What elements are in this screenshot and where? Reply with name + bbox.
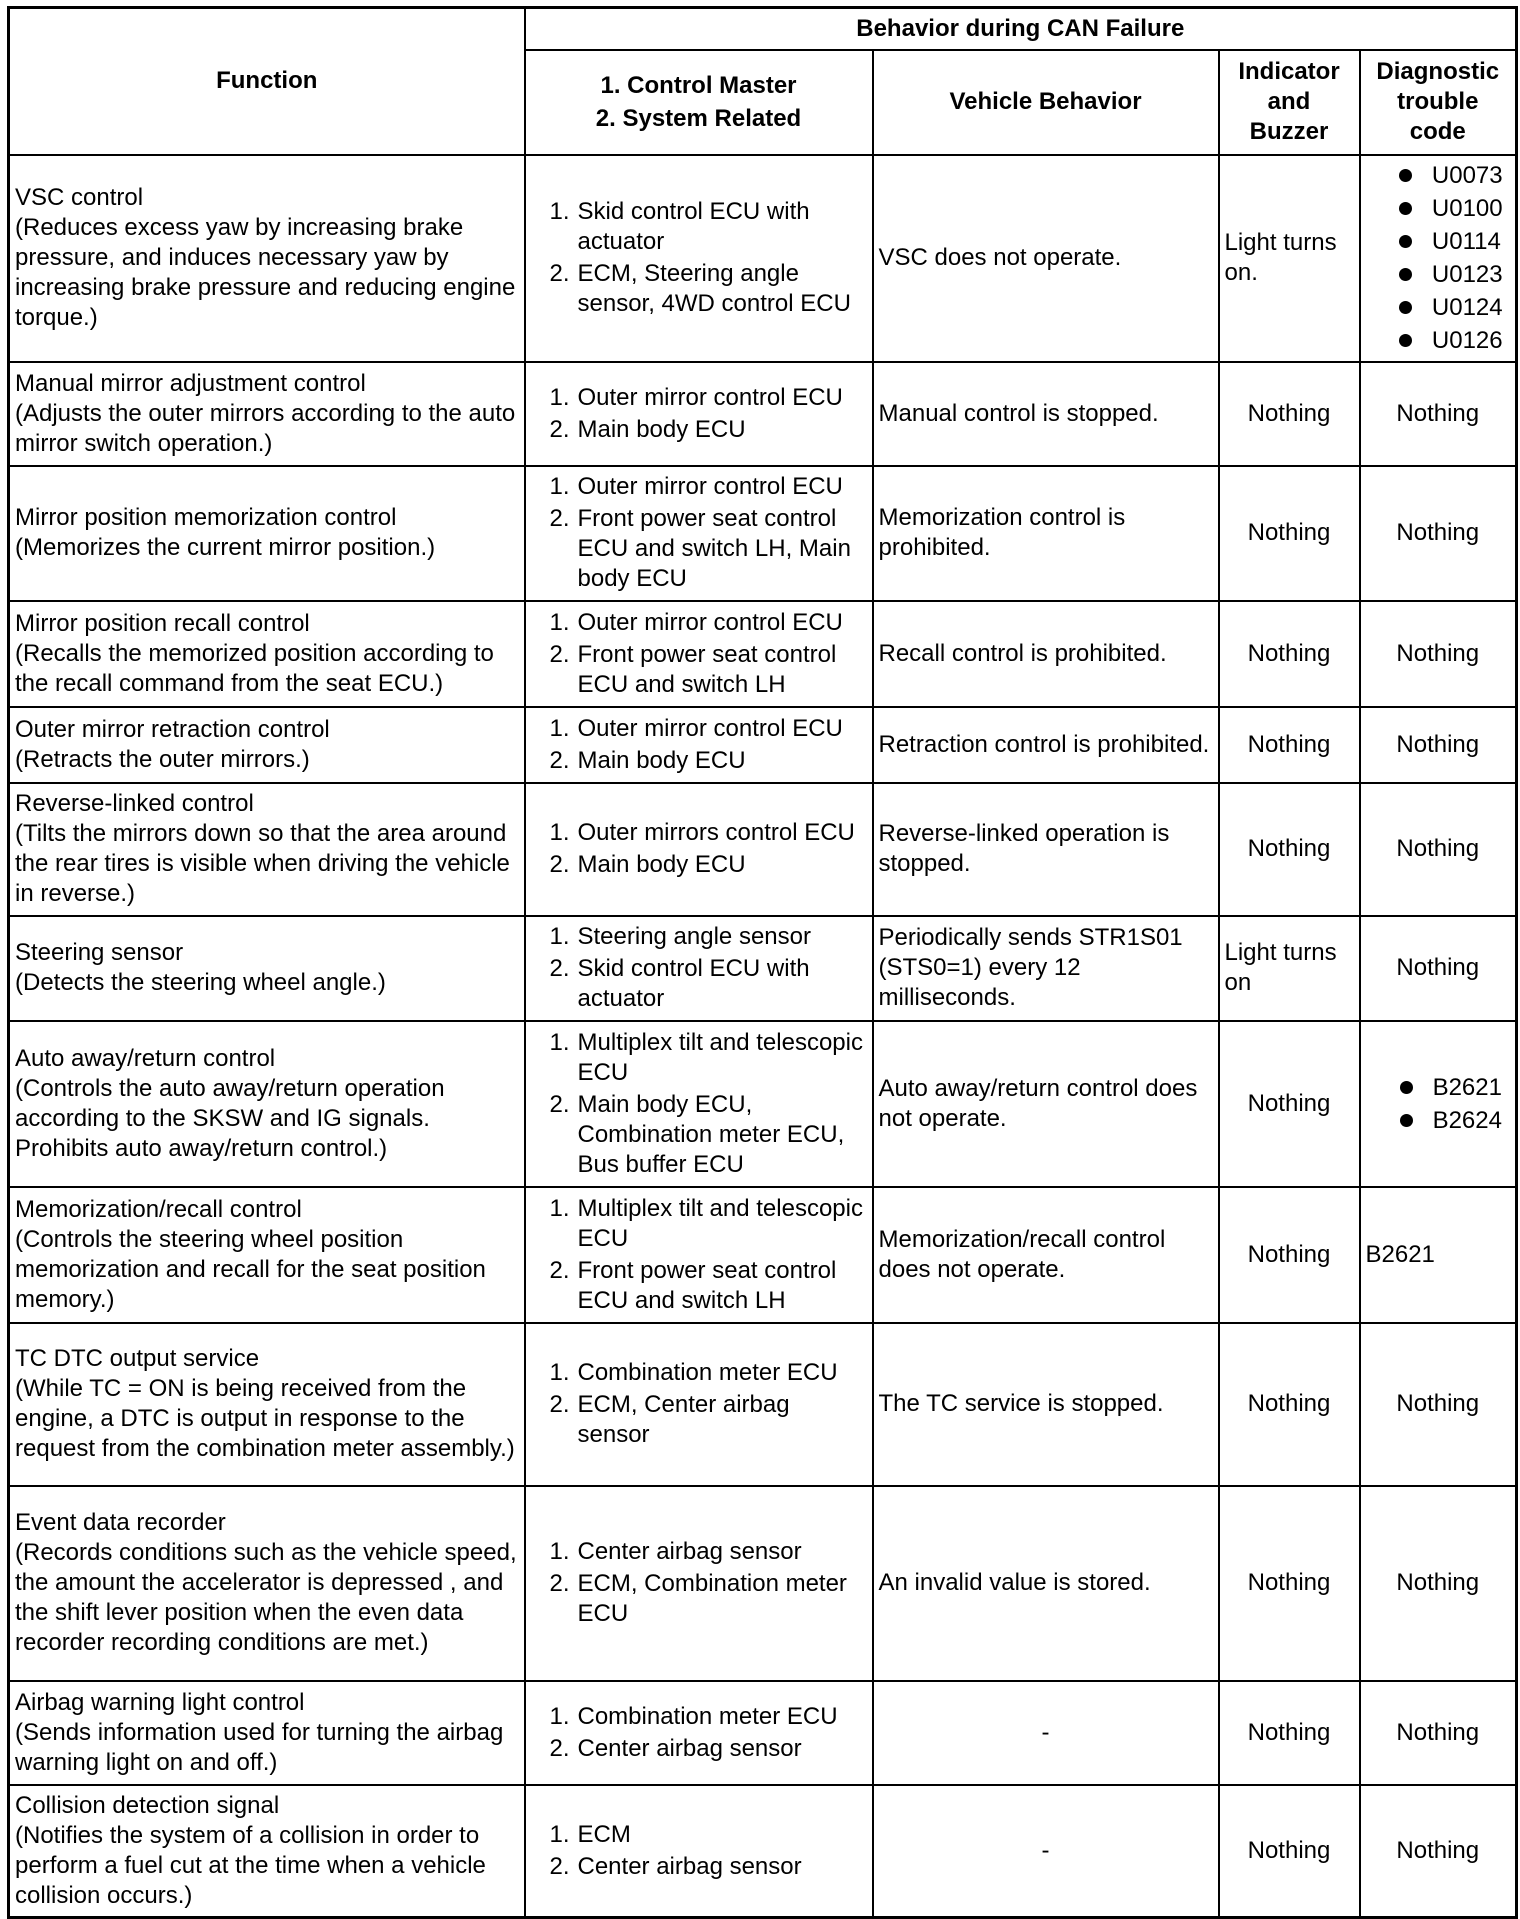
control-cell: [525, 1021, 873, 1187]
control-cell: [525, 916, 873, 1021]
control-item-text: Outer mirror control ECU: [577, 473, 843, 500]
function-description: (Records conditions such as the vehicle speed, the amount the accelerator is depressed , and the shift lever position when the even data recorder recording conditions are met.): [15, 1539, 517, 1656]
indicator-cell: Nothing: [1219, 1323, 1360, 1486]
table-row: [9, 1187, 1517, 1323]
control-item-number: 2.: [549, 1734, 570, 1762]
dtc-code: U0124: [1431, 294, 1503, 321]
dtc-cell: Nothing: [1360, 466, 1517, 601]
control-item-number: 1.: [549, 1359, 570, 1386]
header-trouble-line: trouble: [1397, 88, 1479, 115]
indicator-cell: Nothing: [1219, 707, 1360, 783]
function-cell: [9, 362, 525, 466]
control-item-text: ECM, Center airbag sensor: [577, 1391, 790, 1448]
control-item-text: Combination meter ECU: [577, 1359, 838, 1386]
header-code-line: code: [1409, 118, 1466, 145]
function-title: Event data recorder: [15, 1509, 226, 1536]
indicator-cell: Nothing: [1219, 1021, 1360, 1187]
dtc-code: B2624: [1432, 1106, 1502, 1134]
vehicle-behavior-cell: VSC does not operate.: [873, 155, 1219, 362]
control-cell: [525, 1681, 873, 1785]
function-title: Collision detection signal: [15, 1791, 280, 1819]
function-description: (Controls the steering wheel position memorization and recall for the seat position memory.): [15, 1225, 486, 1313]
function-cell: [9, 1681, 525, 1785]
function-cell: [9, 466, 525, 601]
control-item: [536, 1390, 866, 1450]
control-item: [536, 1256, 866, 1316]
function-title: Manual mirror adjustment control: [15, 369, 366, 397]
table-row: [9, 362, 1517, 466]
dtc-cell: Nothing: [1360, 783, 1517, 916]
indicator-cell: Nothing: [1219, 783, 1360, 916]
control-item: [536, 1537, 866, 1567]
function-description: (Recalls the memorized position according to the recall command from the seat ECU.): [15, 639, 494, 697]
indicator-cell: Light turns on: [1219, 916, 1360, 1021]
control-item-text: Outer mirror control ECU: [577, 714, 843, 742]
control-item: [536, 714, 866, 744]
dtc-cell: Nothing: [1360, 1323, 1517, 1486]
control-item-number: 2.: [549, 415, 570, 443]
vehicle-behavior-cell: Memorization control is prohibited.: [873, 466, 1219, 601]
function-cell: [9, 1323, 525, 1486]
control-list: [536, 818, 866, 880]
bullet-icon: [1399, 301, 1412, 314]
table-row: [9, 1323, 1517, 1486]
header-buzzer-line: Buzzer: [1249, 118, 1329, 145]
control-item: [536, 259, 866, 319]
control-item-number: 2.: [549, 1256, 570, 1284]
control-item: [536, 1358, 866, 1388]
control-item-number: 1.: [549, 714, 570, 742]
control-item: [536, 1194, 866, 1254]
control-list: [536, 714, 866, 776]
dtc-cell: Nothing: [1360, 1486, 1517, 1681]
dtc-item: [1379, 192, 1503, 225]
dtc-cell: Nothing: [1360, 707, 1517, 783]
control-item: [536, 746, 866, 776]
header-control-master-line: 1. Control Master: [600, 72, 797, 99]
control-item-number: 1.: [549, 1194, 570, 1222]
vehicle-behavior-cell: Periodically sends STR1S01 (STS0=1) every 12 milliseconds.: [873, 916, 1219, 1021]
function-description: (Memorizes the current mirror position.): [15, 534, 436, 561]
control-item: [536, 1090, 866, 1180]
function-cell: [9, 707, 525, 783]
control-item: [536, 472, 866, 502]
control-item: [536, 850, 866, 880]
control-item-text: Center airbag sensor: [577, 1734, 802, 1762]
vehicle-behavior-cell: -: [873, 1785, 1219, 1918]
function-title: VSC control: [15, 184, 144, 211]
control-item-text: Skid control ECU with actuator: [577, 198, 810, 255]
function-title: TC DTC output service: [15, 1345, 260, 1372]
control-item: [536, 383, 866, 413]
function-cell: [9, 1187, 525, 1323]
control-item-text: Main body ECU: [577, 851, 746, 878]
control-cell: [525, 362, 873, 466]
function-description: (Tilts the mirrors down so that the area around the rear tires is visible when driving the vehicle in reverse.): [15, 820, 510, 907]
vehicle-behavior-cell: An invalid value is stored.: [873, 1486, 1219, 1681]
control-item-text: ECM, Steering angle sensor, 4WD control ECU: [577, 260, 851, 317]
control-item-text: Main body ECU: [577, 415, 746, 443]
control-cell: [525, 783, 873, 916]
function-title: Airbag warning light control: [15, 1688, 305, 1716]
can-failure-table: [7, 6, 1518, 1919]
control-list: [536, 472, 866, 594]
function-cell: [9, 601, 525, 707]
control-list: [536, 197, 866, 319]
control-item-text: Multiplex tilt and telescopic ECU: [577, 1028, 863, 1086]
control-item-text: Main body ECU, Combination meter ECU, Bus buffer ECU: [577, 1090, 845, 1178]
control-list: [536, 383, 866, 445]
function-title: Mirror position recall control: [15, 609, 310, 637]
control-item-text: Center airbag sensor: [577, 1538, 802, 1565]
header-behavior-group: Behavior during CAN Failure: [525, 8, 1517, 50]
dtc-cell: Nothing: [1360, 1785, 1517, 1918]
dtc-cell: [1360, 1021, 1517, 1187]
table-header: [9, 8, 1517, 155]
control-item-number: 1.: [549, 1028, 570, 1056]
indicator-cell: Nothing: [1219, 466, 1360, 601]
control-list: [536, 1194, 866, 1316]
control-item-number: 1.: [549, 198, 570, 225]
control-item: [536, 954, 866, 1014]
header-diagnostic-line: Diagnostic: [1376, 58, 1500, 85]
bullet-icon: [1399, 235, 1412, 248]
header-indicator-line: Indicator: [1238, 58, 1340, 85]
control-item: [536, 818, 866, 848]
header-control-master: [525, 50, 873, 155]
control-cell: [525, 1187, 873, 1323]
control-item-text: Outer mirrors control ECU: [577, 819, 855, 846]
function-cell: [9, 1785, 525, 1918]
function-description: (Notifies the system of a collision in order to perform a fuel cut at the time when a vehicle collision occurs.): [15, 1821, 486, 1909]
control-item: [536, 1569, 866, 1629]
control-cell: [525, 601, 873, 707]
function-title: Auto away/return control: [15, 1044, 276, 1072]
control-item: [536, 608, 866, 638]
dtc-cell: B2621: [1360, 1187, 1517, 1323]
control-item-text: Front power seat control ECU and switch LH, Main body ECU: [577, 505, 851, 592]
control-item: [536, 1820, 866, 1850]
indicator-cell: Nothing: [1219, 362, 1360, 466]
table-row: [9, 1785, 1517, 1918]
vehicle-behavior-cell: Memorization/recall control does not operate.: [873, 1187, 1219, 1323]
function-description: (Detects the steering wheel angle.): [15, 969, 386, 996]
control-item-number: 1.: [549, 383, 570, 411]
control-item-number: 2.: [549, 640, 570, 668]
indicator-cell: Nothing: [1219, 601, 1360, 707]
dtc-cell: Nothing: [1360, 1681, 1517, 1785]
table-row: [9, 1021, 1517, 1187]
function-description: (Reduces excess yaw by increasing brake pressure, and induces necessary yaw by increasing brake pressure and reducing engine torque.): [15, 214, 516, 331]
table-row: [9, 601, 1517, 707]
control-item-text: Combination meter ECU: [577, 1702, 838, 1730]
control-item-number: 1.: [549, 1538, 570, 1565]
dtc-item: [1380, 1071, 1502, 1104]
function-title: Steering sensor: [15, 939, 184, 966]
control-item-text: Main body ECU: [577, 746, 746, 774]
indicator-cell: Nothing: [1219, 1187, 1360, 1323]
dtc-item: [1379, 159, 1503, 192]
control-cell: [525, 1785, 873, 1918]
dtc-item: [1379, 225, 1503, 258]
dtc-code: U0123: [1431, 261, 1503, 288]
header-system-related-line: 2. System Related: [595, 105, 802, 132]
indicator-cell: Nothing: [1219, 1785, 1360, 1918]
vehicle-behavior-cell: -: [873, 1681, 1219, 1785]
control-item-number: 2.: [549, 1852, 570, 1880]
vehicle-behavior-cell: The TC service is stopped.: [873, 1323, 1219, 1486]
vehicle-behavior-cell: Recall control is prohibited.: [873, 601, 1219, 707]
dtc-cell: Nothing: [1360, 916, 1517, 1021]
control-cell: [525, 707, 873, 783]
dtc-list: [1373, 159, 1503, 357]
dtc-item: [1379, 258, 1503, 291]
control-cell: [525, 466, 873, 601]
dtc-code: U0114: [1431, 228, 1501, 255]
control-cell: [525, 1486, 873, 1681]
function-description: (While TC = ON is being received from the engine, a DTC is output in response to the request from the combination meter assembly.): [15, 1375, 515, 1462]
control-item-number: 1.: [549, 923, 570, 950]
control-item-text: Front power seat control ECU and switch LH: [577, 640, 837, 698]
control-item-text: Front power seat control ECU and switch LH: [577, 1256, 837, 1314]
table-row: [9, 1681, 1517, 1785]
vehicle-behavior-cell: Reverse-linked operation is stopped.: [873, 783, 1219, 916]
function-description: (Retracts the outer mirrors.): [15, 745, 310, 773]
control-item-number: 2.: [549, 505, 570, 532]
function-title: Mirror position memorization control: [15, 504, 397, 531]
control-item-text: Outer mirror control ECU: [577, 383, 843, 411]
indicator-cell: Nothing: [1219, 1681, 1360, 1785]
dtc-code: U0100: [1431, 195, 1503, 222]
vehicle-behavior-cell: Auto away/return control does not operate.: [873, 1021, 1219, 1187]
bullet-icon: [1399, 169, 1412, 182]
table-row: [9, 783, 1517, 916]
control-item: [536, 1702, 866, 1732]
function-description: (Adjusts the outer mirrors according to the auto mirror switch operation.): [15, 399, 516, 457]
control-item: [536, 1734, 866, 1764]
function-description: (Sends information used for turning the airbag warning light on and off.): [15, 1718, 504, 1776]
control-item-number: 2.: [549, 955, 570, 982]
control-item-text: Steering angle sensor: [577, 923, 811, 950]
dtc-code: B2621: [1432, 1073, 1502, 1101]
control-list: [536, 608, 866, 700]
control-item: [536, 1852, 866, 1882]
bullet-icon: [1399, 334, 1412, 347]
function-cell: [9, 1021, 525, 1187]
function-title: Outer mirror retraction control: [15, 715, 330, 743]
dtc-code: U0073: [1431, 162, 1503, 189]
function-cell: [9, 1486, 525, 1681]
control-item-text: ECM, Combination meter ECU: [577, 1570, 847, 1627]
table-row: [9, 916, 1517, 1021]
function-cell: [9, 783, 525, 916]
control-item-number: 1.: [549, 473, 570, 500]
control-item: [536, 504, 866, 594]
control-item-number: 1.: [549, 608, 570, 636]
dtc-cell: Nothing: [1360, 362, 1517, 466]
function-cell: [9, 155, 525, 362]
header-dtc: [1360, 50, 1517, 155]
bullet-icon: [1399, 202, 1412, 215]
control-item: [536, 1028, 866, 1088]
header-function: Function: [9, 8, 525, 155]
control-item-number: 1.: [549, 819, 570, 846]
function-title: Memorization/recall control: [15, 1195, 302, 1223]
control-cell: [525, 155, 873, 362]
function-description: (Controls the auto away/return operation according to the SKSW and IG signals. Prohibits auto away/return control.): [15, 1074, 445, 1162]
dtc-code: U0126: [1431, 327, 1503, 354]
control-item-text: Outer mirror control ECU: [577, 608, 843, 636]
control-list: [536, 1358, 866, 1450]
control-list: [536, 1702, 866, 1764]
table-row: [9, 155, 1517, 362]
control-item: [536, 922, 866, 952]
control-item-number: 2.: [549, 1391, 570, 1418]
dtc-item: [1380, 1104, 1502, 1137]
control-item-text: ECM: [577, 1820, 631, 1848]
control-list: [536, 1820, 866, 1882]
control-list: [536, 1537, 866, 1629]
bullet-icon: [1400, 1114, 1413, 1127]
dtc-item: [1379, 291, 1503, 324]
control-item-number: 1.: [549, 1702, 570, 1730]
header-indicator-buzzer: [1219, 50, 1360, 155]
control-item-number: 2.: [549, 260, 570, 287]
control-item-number: 2.: [549, 1570, 570, 1597]
control-item: [536, 415, 866, 445]
header-vehicle-behavior: Vehicle Behavior: [873, 50, 1219, 155]
indicator-cell: Nothing: [1219, 1486, 1360, 1681]
control-item-text: Multiplex tilt and telescopic ECU: [577, 1194, 863, 1252]
header-and-line: and: [1267, 88, 1311, 115]
control-item-number: 2.: [549, 746, 570, 774]
table-body: [9, 155, 1517, 1918]
function-cell: [9, 916, 525, 1021]
control-cell: [525, 1323, 873, 1486]
control-list: [536, 922, 866, 1014]
vehicle-behavior-cell: Retraction control is prohibited.: [873, 707, 1219, 783]
control-item: [536, 640, 866, 700]
table-row: [9, 707, 1517, 783]
control-list: [536, 1028, 866, 1180]
control-item-text: Center airbag sensor: [577, 1852, 802, 1880]
dtc-list: [1374, 1071, 1502, 1137]
dtc-cell: [1360, 155, 1517, 362]
control-item: [536, 197, 866, 257]
vehicle-behavior-cell: Manual control is stopped.: [873, 362, 1219, 466]
table-row: [9, 1486, 1517, 1681]
bullet-icon: [1400, 1081, 1413, 1094]
dtc-cell: Nothing: [1360, 601, 1517, 707]
table-row: [9, 466, 1517, 601]
control-item-number: 2.: [549, 851, 570, 878]
control-item-number: 1.: [549, 1820, 570, 1848]
control-item-number: 2.: [549, 1090, 570, 1118]
control-item-text: Skid control ECU with actuator: [577, 955, 810, 1012]
function-title: Reverse-linked control: [15, 790, 254, 817]
dtc-item: [1379, 324, 1503, 357]
indicator-cell: Light turns on.: [1219, 155, 1360, 362]
bullet-icon: [1399, 268, 1412, 281]
